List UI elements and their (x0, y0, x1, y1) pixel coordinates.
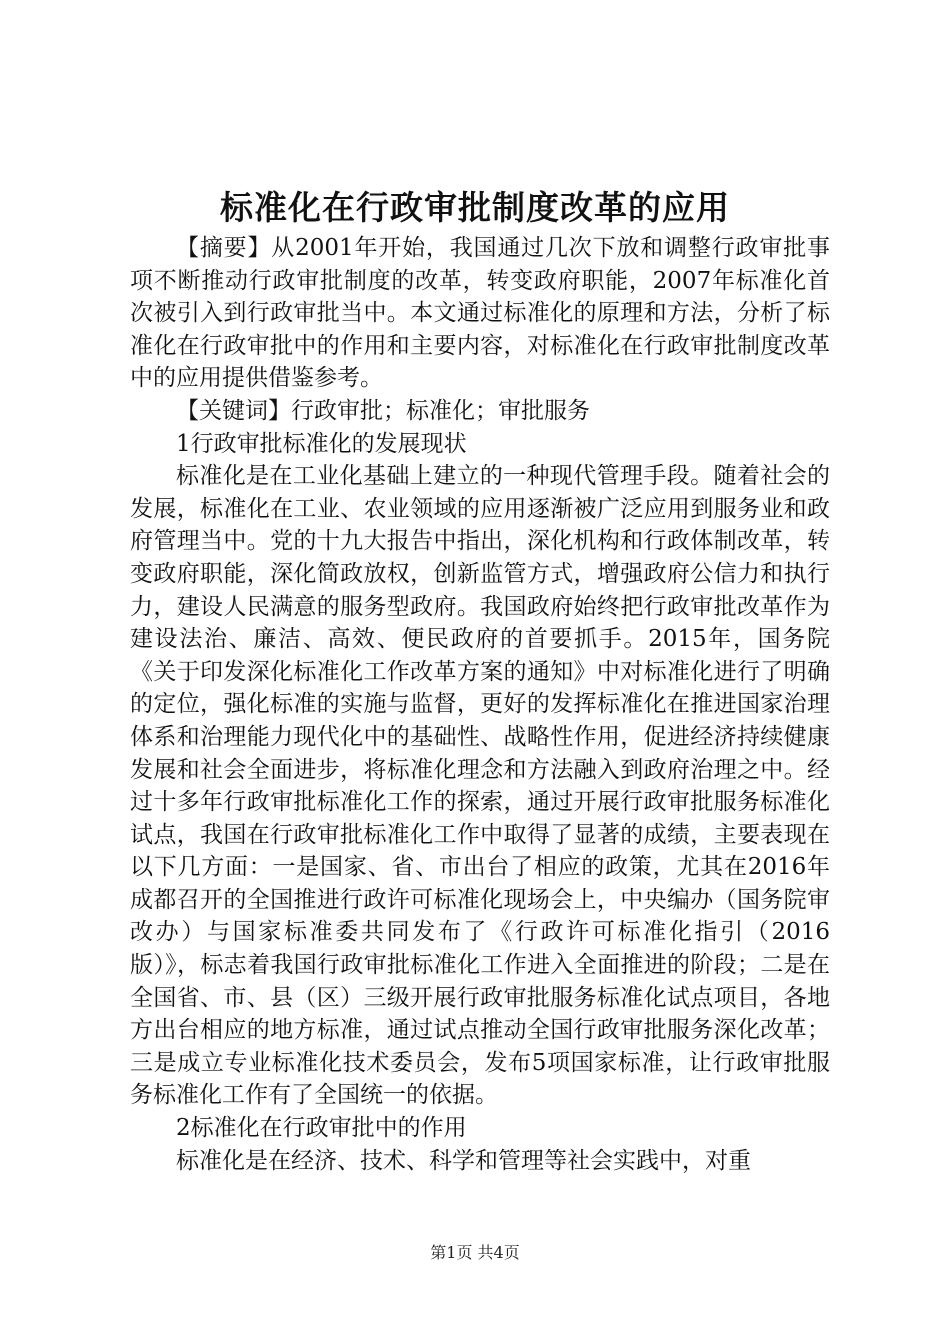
section-2-paragraph: 标准化是在经济、技术、科学和管理等社会实践中，对重 (176, 1147, 751, 1174)
section-1-paragraph: 标准化是在工业化基础上建立的一种现代管理手段。随着社会的发展，标准化在工业、农业领域的应用逐渐被广泛应用到服务业和政府管理当中。党的十九大报告中指出，深化机构和行政体制改革，转变政府职能，深化简政放权，创新监管方式，增强政府公信力和执行力，建设人民满意的服务型政府。我国政府始终把行政审批改革作为建设法治、廉洁、高效、便民政府的首要抓手。2015年，国务院《关于印发深化标准化工作改革方案的通知》中对标准化进行了明确的定位，强化标准的实施与监督，更好的发挥标准化在推进国家治理体系和治理能力现代化中的基础性、战略性作用，促进经济持续健康发展和社会全面进步，将标准化理念和方法融入到政府治理之中。经过十多年行政审批标准化工作的探索，通过开展行政审批服务标准化试点，我国在行政审批标准化工作中取得了显著的成绩，主要表现在以下几方面：一是国家、省、市出台了相应的政策，尤其在2016年成都召开的全国推进行政许可标准化现场会上，中央编办（国务院审改办）与国家标准委共同发布了《行政许可标准化指引（2016版）》，标志着我国行政审批标准化工作进入全面推进的阶段；二是在全国省、市、县（区）三级开展行政审批服务标准化试点项目，各地方出台相应的地方标准，通过试点推动全国行政审批服务深化改革；三是成立专业标准化技术委员会，发布5项国家标准，让行政审批服务标准化工作有了全国统一的依据。 (130, 463, 830, 1109)
page-footer: 第1页 共4页 (430, 1243, 520, 1262)
section-heading-1: 1行政审批标准化的发展现状 (176, 430, 467, 457)
abstract-paragraph: 【摘要】从2001年开始，我国通过几次下放和调整行政审批事项不断推动行政审批制度的改革，转变政府职能，2007年标准化首次被引入到行政审批当中。本文通过标准化的原理和方法，分析了标准化在行政审批中的作用和主要内容，对标准化在行政审批制度改革中的应用提供借鉴参考。 (130, 235, 830, 392)
section-heading-2: 2标准化在行政审批中的作用 (176, 1115, 467, 1142)
keywords-paragraph: 【关键词】行政审批；标准化；审批服务 (176, 397, 590, 424)
document-body (130, 232, 830, 1177)
document-title: 标准化在行政审批制度改革的应用 (220, 188, 730, 227)
